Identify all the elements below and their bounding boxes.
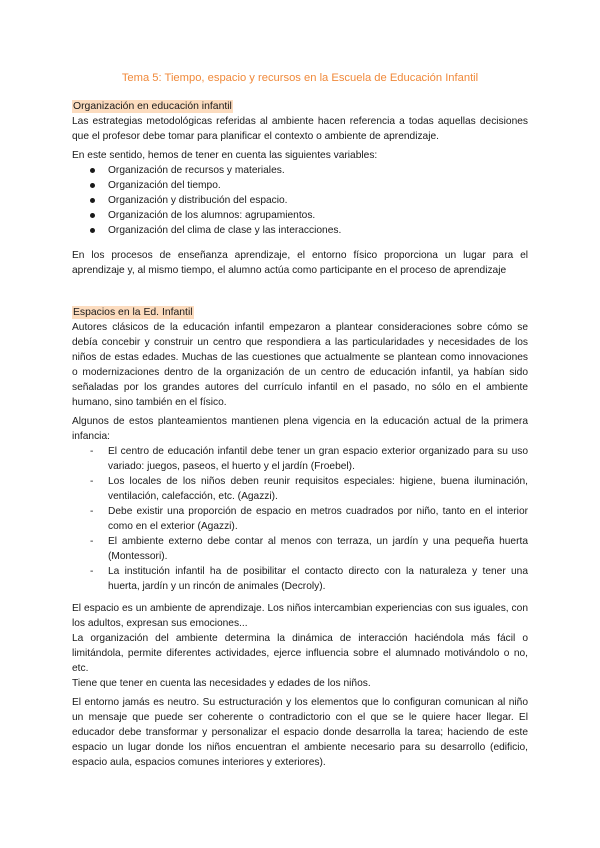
list-item: - Los locales de los niños deben reunir requisitos especiales: higiene, buena iluminación, ventilación, calefacción, etc. (Agazzi). [72, 474, 528, 504]
paragraph: Autores clásicos de la educación infantil empezaron a plantear consideraciones sobre cómo se debía concebir y construir un centro que respondiera a las particularidades y necesidades de los niños de estas edades. Muchas de las cuestiones que actualmente se plantean como innovaciones o modernizaciones dentro de la organización de un centro de educación infantil, ya habían sido señaladas por los grandes autores del currículo infantil en el pasado, no sólo en el ambiente humano, sino también en el físico. [72, 322, 528, 408]
list-item: Organización del tiempo. [72, 178, 528, 193]
paragraph: Tiene que tener en cuenta las necesidades y edades de los niños. [72, 678, 371, 689]
dash-list [72, 444, 528, 594]
paragraph: El espacio es un ambiente de aprendizaje. Los niños intercambian experiencias con sus iguales, con los adultos, expresan sus emociones... [72, 603, 528, 629]
section-ambiente [72, 601, 528, 770]
paragraph: En los procesos de enseñanza aprendizaje, el entorno físico proporciona un lugar para el aprendizaje y, al mismo tiempo, el alumno actúa como participante en el proceso de aprendizaje [72, 250, 528, 276]
paragraph: Algunos de estos planteamientos mantienen plena vigencia en la educación actual de la primera infancia: [72, 416, 528, 442]
paragraph: La organización del ambiente determina la dinámica de interacción haciéndola más fácil o limitándola, permite diferentes actividades, ejerce influencia sobre el alumnado motivándolo o no, etc. [72, 633, 528, 674]
list-item: Organización del clima de clase y las interacciones. [72, 223, 528, 238]
paragraph: En este sentido, hemos de tener en cuenta las siguientes variables: [72, 150, 378, 161]
page-title: Tema 5: Tiempo, espacio y recursos en la Escuela de Educación Infantil [121, 72, 479, 84]
section-heading: Espacios en la Ed. Infantil [73, 307, 193, 318]
list-item: - Debe existir una proporción de espacio en metros cuadrados por niño, tanto en el interior como en el exterior (Agazzi). [72, 504, 528, 534]
list-item: Organización de los alumnos: agrupamientos. [72, 208, 528, 223]
list-item: - El centro de educación infantil debe tener un gran espacio exterior organizado para su uso variado: juegos, paseos, el huerto y el jardín (Froebel). [72, 444, 528, 474]
paragraph: El entorno jamás es neutro. Su estructuración y los elementos que lo configuran comunican al niño un mensaje que puede ser coherente o contradictorio con el que se le quiere hacer llegar. El educador debe transformar y personalizar el espacio donde desarrolla la tarea; haciendo de este espacio un lugar donde los niños encuentran el ambiente necesario para su desarrollo (edificio, espacio aula, espacios comunes interiores y exteriores). [72, 697, 528, 768]
section-organizacion [72, 99, 528, 278]
section-heading: Organización en educación infantil [73, 101, 232, 112]
list-item: - La institución infantil ha de posibilitar el contacto directo con la naturaleza y tener una huerta, jardín y un rincón de animales (Decroly). [72, 564, 528, 594]
list-item: Organización de recursos y materiales. [72, 163, 528, 178]
list-item: - El ambiente externo debe contar al menos con terraza, un jardín y una pequeña huerta (Montessori). [72, 534, 528, 564]
bullet-list [72, 163, 528, 238]
section-espacios [72, 305, 528, 594]
paragraph: Las estrategias metodológicas referidas al ambiente hacen referencia a todas aquellas decisiones que el profesor debe tomar para planificar el contexto o ambiente de aprendizaje. [72, 116, 528, 142]
list-item: Organización y distribución del espacio. [72, 193, 528, 208]
